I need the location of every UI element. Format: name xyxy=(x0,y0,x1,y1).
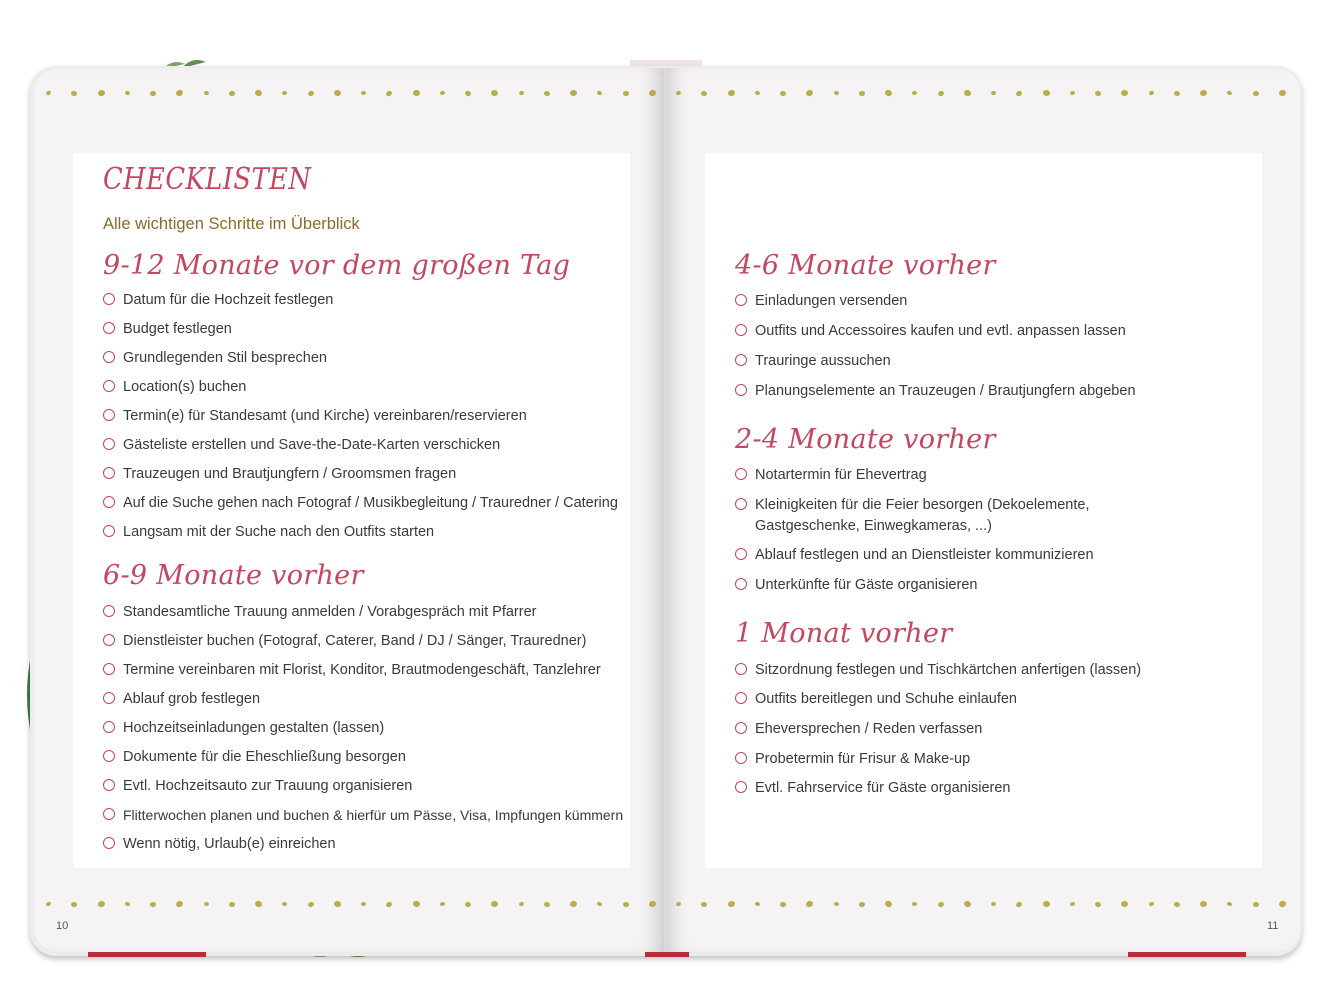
dot-decoration xyxy=(1278,89,1287,97)
dot-border-bottom-right xyxy=(676,897,1286,911)
dot-decoration xyxy=(518,901,524,907)
checklist-item[interactable]: Ablauf grob festlegen xyxy=(103,689,628,710)
dot-decoration xyxy=(648,900,657,908)
checkbox-circle-icon[interactable] xyxy=(735,692,747,704)
checkbox-circle-icon[interactable] xyxy=(103,750,115,762)
checkbox-circle-icon[interactable] xyxy=(103,293,115,305)
checklist-item[interactable]: Auf die Suche gehen nach Fotograf / Musikbegleitung / Trauredner / Catering xyxy=(103,493,628,514)
page-number-right: 11 xyxy=(1267,920,1279,932)
dot-decoration xyxy=(150,90,156,95)
dot-decoration xyxy=(1227,90,1233,96)
dot-border-bottom-left xyxy=(46,897,656,911)
dot-decoration xyxy=(1069,90,1075,95)
dot-decoration xyxy=(71,901,78,907)
dot-decoration xyxy=(597,901,603,907)
dot-decoration xyxy=(675,901,681,907)
dot-decoration xyxy=(1252,901,1258,906)
dot-decoration xyxy=(622,90,628,95)
checklist-item[interactable]: Probetermin für Frisur & Make-up xyxy=(735,749,1235,770)
dot-decoration xyxy=(884,89,893,97)
dot-decoration xyxy=(464,901,471,908)
checklist-item[interactable]: Ablauf festlegen und an Dienstleister kommunizieren xyxy=(735,545,1235,566)
dot-decoration xyxy=(963,89,971,97)
dot-decoration xyxy=(1278,900,1287,908)
section-heading: 4-6 Monate vorher xyxy=(735,250,996,281)
dot-decoration xyxy=(439,901,445,906)
checklist-item[interactable]: Termine vereinbaren mit Florist, Konditor, Brautmodengeschäft, Tanzlehrer xyxy=(103,660,628,681)
checklist-item[interactable]: Standesamtliche Trauung anmelden / Vorabgespräch mit Pfarrer xyxy=(103,602,628,623)
checkbox-circle-icon[interactable] xyxy=(103,634,115,646)
checklist-item[interactable]: Langsam mit der Suche nach den Outfits starten xyxy=(103,522,628,543)
checkbox-circle-icon[interactable] xyxy=(735,548,747,560)
checkbox-circle-icon[interactable] xyxy=(735,752,747,764)
dot-decoration xyxy=(912,91,917,95)
dot-decoration xyxy=(1173,90,1180,96)
checklist-item[interactable]: Location(s) buchen xyxy=(103,377,628,398)
dot-decoration xyxy=(1200,900,1208,907)
checkbox-circle-icon[interactable] xyxy=(735,722,747,734)
dot-decoration xyxy=(228,901,235,907)
dot-border-top-right xyxy=(676,86,1286,100)
checkbox-circle-icon[interactable] xyxy=(103,467,115,479)
dot-decoration xyxy=(45,901,51,907)
checklist-item[interactable]: Unterkünfte für Gäste organisieren xyxy=(735,575,1235,596)
dot-decoration xyxy=(1042,901,1050,908)
checkbox-circle-icon[interactable] xyxy=(103,721,115,733)
checklist-item[interactable]: Gästeliste erstellen und Save-the-Date-Karten verschicken xyxy=(103,435,628,456)
checkbox-circle-icon[interactable] xyxy=(735,324,747,336)
dot-decoration xyxy=(701,901,708,907)
checklist-item[interactable]: Dienstleister buchen (Fotograf, Caterer, Band / DJ / Sänger, Trauredner) xyxy=(103,631,628,652)
dot-decoration xyxy=(464,90,471,97)
dot-decoration xyxy=(150,901,156,906)
checklist-item[interactable]: Flitterwochen planen und buchen & hierfür um Pässe, Visa, Impfungen kümmern xyxy=(103,805,648,826)
dot-decoration xyxy=(97,89,105,97)
checkbox-circle-icon[interactable] xyxy=(103,808,115,820)
checklist-item[interactable]: Outfits und Accessoires kaufen und evtl. anpassen lassen xyxy=(735,321,1235,342)
dot-decoration xyxy=(754,90,760,96)
dot-decoration xyxy=(937,90,944,97)
dot-decoration xyxy=(333,89,341,97)
dot-decoration xyxy=(385,89,393,96)
checklist-item[interactable]: Kleinigkeiten für die Feier besorgen (Dekoelemente, Gastgeschenke, Einwegkameras, ...) xyxy=(735,495,1235,537)
checklist-item[interactable]: Eheversprechen / Reden verfassen xyxy=(735,719,1235,740)
dot-decoration xyxy=(228,90,235,96)
dot-decoration xyxy=(937,901,944,908)
dot-decoration xyxy=(727,89,735,97)
dot-decoration xyxy=(780,901,786,906)
dot-decoration xyxy=(307,901,314,908)
dot-decoration xyxy=(412,901,420,908)
checklist-item[interactable]: Dokumente für die Eheschließung besorgen xyxy=(103,747,628,768)
checkbox-circle-icon[interactable] xyxy=(103,322,115,334)
checkbox-circle-icon[interactable] xyxy=(103,837,115,849)
dot-decoration xyxy=(1148,901,1154,907)
dot-decoration xyxy=(1200,89,1208,96)
checklist-item[interactable]: Wenn nötig, Urlaub(e) einreichen xyxy=(103,834,628,855)
dot-decoration xyxy=(1148,90,1154,96)
checkbox-circle-icon[interactable] xyxy=(103,605,115,617)
checklist-item[interactable]: Evtl. Fahrservice für Gäste organisieren xyxy=(735,778,1235,799)
checkbox-circle-icon[interactable] xyxy=(735,578,747,590)
dot-decoration xyxy=(71,90,78,96)
dot-decoration xyxy=(991,902,996,907)
dot-decoration xyxy=(858,90,865,96)
dot-decoration xyxy=(701,90,708,96)
dot-decoration xyxy=(570,89,578,96)
dot-decoration xyxy=(254,89,263,97)
dot-decoration xyxy=(543,90,550,96)
dot-decoration xyxy=(805,900,814,908)
dot-decoration xyxy=(1069,901,1075,906)
checkbox-circle-icon[interactable] xyxy=(735,384,747,396)
section-heading: 6-9 Monate vorher xyxy=(103,560,364,591)
checkbox-circle-icon[interactable] xyxy=(103,496,115,508)
checklist-item[interactable]: Grundlegenden Stil besprechen xyxy=(103,348,628,369)
dot-decoration xyxy=(1121,90,1128,96)
dot-decoration xyxy=(543,901,550,907)
dot-decoration xyxy=(833,91,839,96)
dot-decoration xyxy=(858,901,865,907)
page-subtitle: Alle wichtigen Schritte im Überblick xyxy=(103,215,360,233)
dot-decoration xyxy=(254,900,263,908)
dot-decoration xyxy=(1094,90,1101,97)
dot-decoration xyxy=(805,89,814,97)
dot-decoration xyxy=(361,902,366,907)
dot-decoration xyxy=(991,91,996,96)
checklist-item[interactable]: Trauringe aussuchen xyxy=(735,351,1235,372)
dot-decoration xyxy=(97,900,105,908)
dot-decoration xyxy=(124,901,130,907)
checklist-item[interactable]: Termin(e) für Standesamt (und Kirche) vereinbaren/reservieren xyxy=(103,406,628,427)
dot-decoration xyxy=(1042,90,1050,97)
checkbox-circle-icon[interactable] xyxy=(103,779,115,791)
dot-decoration xyxy=(570,900,578,907)
dot-border-top-left xyxy=(46,86,656,100)
checklist-item[interactable]: Trauzeugen und Brautjungfern / Groomsmen fragen xyxy=(103,464,628,485)
ribbon-bookmark xyxy=(88,952,206,957)
checklist-item[interactable]: Evtl. Hochzeitsauto zur Trauung organisieren xyxy=(103,776,628,797)
dot-decoration xyxy=(648,89,657,97)
checkbox-circle-icon[interactable] xyxy=(103,663,115,675)
ribbon-bookmark xyxy=(1128,952,1246,957)
dot-decoration xyxy=(282,91,287,95)
dot-decoration xyxy=(1094,901,1101,908)
checkbox-circle-icon[interactable] xyxy=(735,781,747,793)
dot-decoration xyxy=(1015,900,1023,907)
dot-decoration xyxy=(361,91,366,96)
dot-decoration xyxy=(307,90,314,97)
checklist-item[interactable]: Planungselemente an Trauzeugen / Brautjungfern abgeben xyxy=(735,381,1235,402)
checkbox-circle-icon[interactable] xyxy=(735,663,747,675)
checklist-item[interactable]: Hochzeitseinladungen gestalten (lassen) xyxy=(103,718,628,739)
dot-decoration xyxy=(491,901,498,907)
dot-decoration xyxy=(912,902,917,906)
dot-decoration xyxy=(622,901,628,906)
book-spine xyxy=(664,68,667,952)
section-heading: 1 Monat vorher xyxy=(735,618,953,649)
dot-decoration xyxy=(45,90,51,96)
dot-decoration xyxy=(412,90,420,97)
dot-decoration xyxy=(727,900,735,908)
dot-decoration xyxy=(175,89,184,97)
dot-decoration xyxy=(963,900,971,908)
checkbox-circle-icon[interactable] xyxy=(103,525,115,537)
dot-decoration xyxy=(780,90,786,95)
checkbox-circle-icon[interactable] xyxy=(103,380,115,392)
dot-decoration xyxy=(597,90,603,96)
dot-decoration xyxy=(1173,901,1180,907)
section-heading: 9-12 Monate vor dem großen Tag xyxy=(103,250,571,281)
dot-decoration xyxy=(1121,901,1128,907)
dot-decoration xyxy=(333,900,341,908)
dot-decoration xyxy=(1015,89,1023,96)
checklist-item[interactable]: Notartermin für Ehevertrag xyxy=(735,465,1235,486)
checklist-item[interactable]: Budget festlegen xyxy=(103,319,628,340)
checkbox-circle-icon[interactable] xyxy=(103,409,115,421)
dot-decoration xyxy=(884,900,893,908)
dot-decoration xyxy=(439,90,445,95)
checkbox-circle-icon[interactable] xyxy=(735,294,747,306)
checklist-item[interactable]: Datum für die Hochzeit festlegen xyxy=(103,290,628,311)
checkbox-circle-icon[interactable] xyxy=(103,351,115,363)
dot-decoration xyxy=(1227,901,1233,907)
checklist-item[interactable]: Einladungen versenden xyxy=(735,291,1235,312)
dot-decoration xyxy=(203,91,209,96)
dot-decoration xyxy=(282,902,287,906)
checkbox-circle-icon[interactable] xyxy=(103,692,115,704)
section-heading: 2-4 Monate vorher xyxy=(735,424,996,455)
page-number-left: 10 xyxy=(56,920,69,932)
dot-decoration xyxy=(754,901,760,907)
checkbox-circle-icon[interactable] xyxy=(735,354,747,366)
checklist-item[interactable]: Outfits bereitlegen und Schuhe einlaufen xyxy=(735,689,1235,710)
dot-decoration xyxy=(518,90,524,96)
dot-decoration xyxy=(491,90,498,96)
ribbon-bookmark xyxy=(645,952,689,957)
checklist-item[interactable]: Sitzordnung festlegen und Tischkärtchen anfertigen (lassen) xyxy=(735,660,1235,681)
checkbox-circle-icon[interactable] xyxy=(735,498,747,510)
dot-decoration xyxy=(1252,90,1258,95)
checkbox-circle-icon[interactable] xyxy=(735,468,747,480)
checkbox-circle-icon[interactable] xyxy=(103,438,115,450)
dot-decoration xyxy=(124,90,130,96)
dot-decoration xyxy=(203,902,209,907)
dot-decoration xyxy=(385,900,393,907)
dot-decoration xyxy=(175,900,184,908)
dot-decoration xyxy=(833,902,839,907)
dot-decoration xyxy=(675,90,681,96)
page-title: CHECKLISTEN xyxy=(103,162,312,197)
